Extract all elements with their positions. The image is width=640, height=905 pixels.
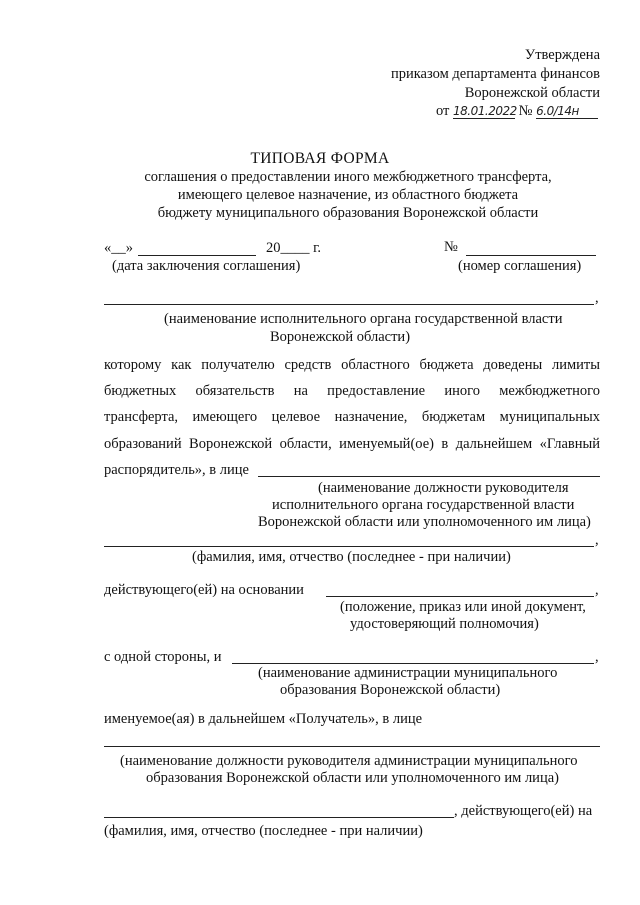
- approval-line-3: Воронежской области: [464, 85, 600, 101]
- approval-number-handwritten: 6.0/14н: [536, 105, 598, 119]
- other-side-comma: ,: [595, 649, 599, 665]
- form-subtitle-2: имеющего целевое назначение, из областного бюджета: [177, 187, 519, 203]
- agreement-month-blank: [138, 255, 256, 256]
- organ-name-blank: [104, 304, 594, 305]
- head-position-blank: [258, 476, 600, 477]
- basis-blank: [326, 596, 594, 597]
- approval-date-prefix: от: [436, 103, 450, 119]
- basis-caption-2: удостоверяющий полномочия): [350, 616, 539, 632]
- body-text-line-4: образований Воронежской области, именуемый(ое) в дальнейшем «Главный: [104, 436, 600, 452]
- approval-date-row: [436, 104, 598, 120]
- municipal-admin-caption-2: образования Воронежской области): [280, 682, 501, 698]
- form-title: ТИПОВАЯ ФОРМА: [250, 150, 390, 167]
- agreement-date-caption: (дата заключения соглашения): [112, 258, 301, 274]
- organ-name-comma: ,: [595, 290, 599, 306]
- approval-line-1: Утверждена: [524, 47, 600, 63]
- recipient-position-caption-2: образования Воронежской области или уполномоченного им лица): [146, 770, 559, 786]
- agreement-number-blank: [466, 255, 596, 256]
- approval-number-sign: №: [518, 103, 533, 119]
- municipal-admin-caption-1: (наименование администрации муниципального: [258, 665, 558, 681]
- basis-caption-1: (положение, приказ или иной документ,: [340, 599, 586, 615]
- body-text-line-5: распорядитель», в лице: [104, 462, 249, 478]
- head-position-caption-1: (наименование должности руководителя: [318, 480, 569, 496]
- recipient-position-caption-1: (наименование должности руководителя администрации муниципального: [120, 753, 578, 769]
- fio-2-blank: [104, 817, 454, 818]
- approval-date-handwritten: 18.01.2022: [453, 104, 517, 118]
- body-text-line-3: трансферта, имеющего целевое назначение, бюджетам муниципальных: [104, 409, 600, 425]
- agreement-day-field: «__»: [104, 240, 133, 256]
- basis-label: действующего(ей) на основании: [104, 582, 304, 598]
- organ-name-caption-1: (наименование исполнительного органа государственной власти: [164, 311, 563, 327]
- fio-1-caption: (фамилия, имя, отчество (последнее - при наличии): [192, 549, 511, 565]
- basis-comma: ,: [595, 582, 599, 598]
- head-position-caption-3: Воронежской области или уполномоченного им лица): [258, 514, 591, 530]
- fio-2-caption: (фамилия, имя, отчество (последнее - при наличии): [104, 823, 423, 839]
- body-text-line-2: бюджетных обязательств на предоставление иного межбюджетного: [104, 383, 600, 399]
- organ-name-caption-2: Воронежской области): [269, 329, 411, 345]
- agreement-number-caption: (номер соглашения): [458, 258, 582, 274]
- agreement-number-sign: №: [444, 239, 458, 255]
- recipient-label: именуемое(ая) в дальнейшем «Получатель», в лице: [104, 711, 423, 727]
- body-text-line-1: которому как получателю средств областного бюджета доведены лимиты: [104, 357, 600, 373]
- fio-1-blank: [104, 546, 594, 547]
- head-position-caption-2: исполнительного органа государственной власти: [272, 497, 575, 513]
- other-side-label: с одной стороны, и: [104, 649, 222, 665]
- fio-2-acting-text: , действующего(ей) на: [454, 803, 593, 819]
- form-subtitle-3: бюджету муниципального образования Воронежской области: [157, 205, 539, 221]
- approval-line-2: приказом департамента финансов: [390, 66, 600, 82]
- fio-1-comma: ,: [595, 532, 599, 548]
- agreement-year-field: 20____ г.: [266, 240, 322, 256]
- recipient-position-blank: [104, 746, 600, 747]
- municipal-admin-blank: [232, 663, 594, 664]
- form-subtitle-1: соглашения о предоставлении иного межбюджетного трансферта,: [144, 169, 552, 185]
